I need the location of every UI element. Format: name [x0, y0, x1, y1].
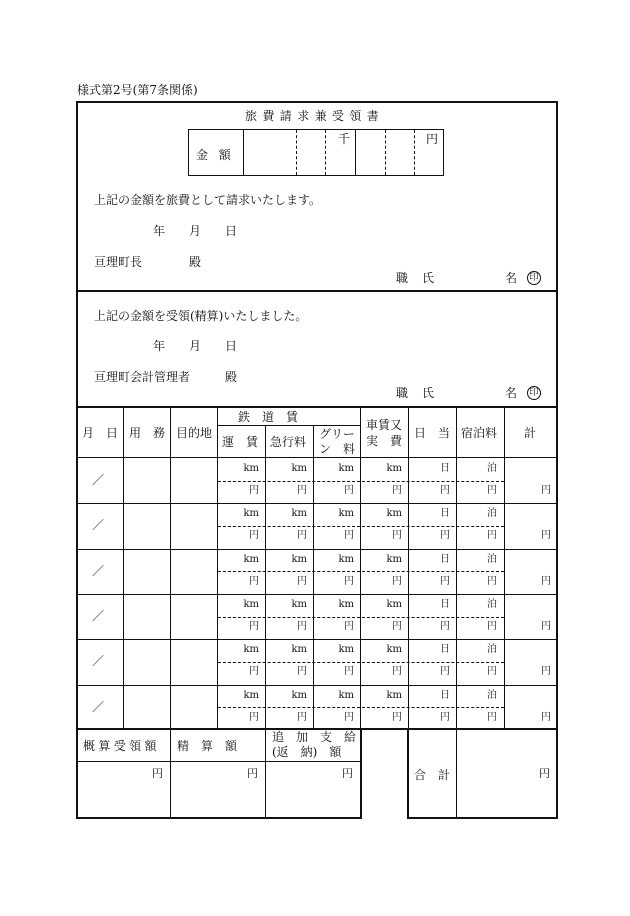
- row-unit-top: km: [243, 599, 259, 610]
- row-unit-bottom: 円: [249, 485, 259, 496]
- row-unit-bottom: 円: [249, 712, 259, 723]
- row-unit-bottom: 円: [541, 712, 551, 723]
- header-fare: 運 賃: [222, 435, 259, 449]
- row-unit-bottom: 円: [440, 621, 450, 632]
- row-date-separator: ／: [92, 473, 105, 487]
- receipt-date-year: 年: [153, 339, 166, 353]
- row-unit-top: 泊: [487, 463, 497, 474]
- row-unit-bottom: 円: [344, 666, 354, 677]
- request-addressee: 亘理町長: [94, 255, 143, 269]
- row-unit-top: 日: [440, 644, 450, 655]
- row-unit-top: 日: [440, 508, 450, 519]
- receipt-statement: 上記の金額を受領(精算)いたしました。: [94, 309, 308, 323]
- row-unit-top: km: [291, 599, 307, 610]
- settlement-yen: 円: [247, 767, 258, 780]
- document-title: 旅費請求兼受領書: [245, 109, 385, 123]
- row-divider: [77, 549, 557, 550]
- row-unit-bottom: 円: [344, 712, 354, 723]
- row-date-separator: ／: [92, 518, 105, 532]
- row-unit-bottom: 円: [392, 530, 402, 541]
- row-unit-top: km: [386, 690, 402, 701]
- row-mid-divider: [218, 481, 504, 482]
- grand-total-yen: 円: [539, 767, 550, 780]
- row-unit-bottom: 円: [344, 530, 354, 541]
- estimated-yen: 円: [152, 767, 163, 780]
- row-unit-top: 泊: [487, 554, 497, 565]
- request-signature-name-2: 名: [505, 271, 518, 285]
- row-unit-bottom: 円: [297, 530, 307, 541]
- row-unit-top: km: [243, 463, 259, 474]
- header-car-1: 車賃又: [366, 418, 403, 432]
- row-mid-divider: [218, 662, 504, 663]
- receipt-section: [76, 290, 558, 408]
- amount-unit-thousand: 千: [338, 132, 351, 146]
- row-unit-bottom: 円: [440, 666, 450, 677]
- row-unit-bottom: 円: [440, 485, 450, 496]
- row-unit-bottom: 円: [487, 666, 497, 677]
- row-unit-top: km: [386, 644, 402, 655]
- row-divider: [77, 503, 557, 504]
- row-unit-bottom: 円: [392, 485, 402, 496]
- request-honorific: 殿: [189, 255, 202, 269]
- row-date-separator: ／: [92, 654, 105, 668]
- row-unit-bottom: 円: [487, 712, 497, 723]
- row-unit-bottom: 円: [487, 485, 497, 496]
- row-unit-top: km: [291, 644, 307, 655]
- row-unit-top: km: [243, 554, 259, 565]
- request-statement: 上記の金額を旅費として請求いたします。: [94, 193, 322, 207]
- row-unit-bottom: 円: [297, 712, 307, 723]
- header-railway: 鉄 道 賃: [238, 410, 299, 424]
- row-mid-divider: [218, 617, 504, 618]
- row-unit-top: km: [243, 508, 259, 519]
- row-unit-bottom: 円: [249, 666, 259, 677]
- row-unit-top: km: [338, 463, 354, 474]
- row-unit-top: 泊: [487, 690, 497, 701]
- row-divider: [77, 594, 557, 595]
- row-unit-bottom: 円: [297, 666, 307, 677]
- row-unit-top: km: [386, 508, 402, 519]
- row-unit-bottom: 円: [487, 530, 497, 541]
- receipt-signature-name-2: 名: [505, 386, 518, 400]
- row-unit-top: 日: [440, 690, 450, 701]
- row-unit-bottom: 円: [392, 666, 402, 677]
- amount-unit-yen: 円: [426, 132, 439, 146]
- row-unit-top: km: [338, 690, 354, 701]
- row-unit-bottom: 円: [541, 576, 551, 587]
- additional-yen: 円: [342, 767, 353, 780]
- additional-label-2: (返 納) 額: [272, 745, 342, 759]
- receipt-honorific: 殿: [225, 370, 238, 384]
- form-number-label: 様式第2号(第7条関係): [77, 83, 198, 97]
- row-unit-bottom: 円: [487, 621, 497, 632]
- header-daily: 日 当: [414, 426, 451, 440]
- grand-total-label: 合 計: [414, 768, 451, 782]
- estimated-label: 概算受領額: [83, 739, 160, 753]
- receipt-addressee: 亘理町会計管理者: [94, 370, 191, 384]
- row-unit-top: km: [338, 599, 354, 610]
- header-lodging: 宿泊料: [461, 426, 498, 440]
- receipt-date-month: 月: [189, 339, 202, 353]
- row-mid-divider: [218, 571, 504, 572]
- row-unit-top: km: [386, 599, 402, 610]
- request-signature-name-1: 氏: [422, 271, 435, 285]
- row-unit-top: km: [386, 554, 402, 565]
- header-destination: 目的地: [176, 426, 213, 440]
- row-unit-bottom: 円: [392, 576, 402, 587]
- header-date: 月 日: [82, 426, 119, 440]
- row-unit-top: 日: [440, 599, 450, 610]
- settlement-label: 精 算 額: [177, 739, 238, 753]
- request-date-year: 年: [153, 224, 166, 238]
- row-unit-top: km: [243, 690, 259, 701]
- request-signature-title: 職: [396, 271, 409, 285]
- row-mid-divider: [218, 526, 504, 527]
- row-unit-bottom: 円: [487, 576, 497, 587]
- header-green-1: グリー: [319, 427, 356, 441]
- request-date-month: 月: [189, 224, 202, 238]
- row-unit-top: 日: [440, 463, 450, 474]
- amount-label: 金額: [196, 148, 242, 162]
- row-unit-bottom: 円: [392, 712, 402, 723]
- header-green-2: ン 料: [319, 442, 356, 456]
- receipt-seal-icon: 印: [527, 386, 541, 400]
- row-unit-top: km: [291, 690, 307, 701]
- row-date-separator: ／: [92, 564, 105, 578]
- header-business: 用 務: [129, 426, 166, 440]
- row-divider: [77, 639, 557, 640]
- request-seal-icon: 印: [527, 271, 541, 285]
- header-total: 計: [524, 426, 537, 440]
- request-date-day: 日: [225, 224, 238, 238]
- row-unit-bottom: 円: [392, 621, 402, 632]
- row-unit-bottom: 円: [249, 530, 259, 541]
- row-unit-bottom: 円: [541, 666, 551, 677]
- receipt-signature-title: 職: [396, 386, 409, 400]
- row-unit-top: 泊: [487, 599, 497, 610]
- row-divider: [77, 685, 557, 686]
- row-unit-top: 日: [440, 554, 450, 565]
- additional-label-1: 追 加 支 給: [272, 730, 357, 744]
- row-unit-bottom: 円: [344, 485, 354, 496]
- row-unit-top: km: [338, 644, 354, 655]
- header-car-2: 実 費: [366, 434, 403, 448]
- row-unit-bottom: 円: [541, 621, 551, 632]
- row-unit-bottom: 円: [344, 576, 354, 587]
- row-unit-top: km: [386, 463, 402, 474]
- receipt-date-day: 日: [225, 339, 238, 353]
- row-unit-top: km: [291, 463, 307, 474]
- row-unit-top: km: [291, 554, 307, 565]
- row-unit-top: 泊: [487, 644, 497, 655]
- row-unit-bottom: 円: [440, 712, 450, 723]
- row-date-separator: ／: [92, 700, 105, 714]
- row-unit-top: km: [243, 644, 259, 655]
- row-mid-divider: [218, 707, 504, 708]
- itinerary-table: [76, 406, 558, 730]
- row-unit-bottom: 円: [297, 621, 307, 632]
- row-unit-top: km: [291, 508, 307, 519]
- row-date-separator: ／: [92, 609, 105, 623]
- row-unit-bottom: 円: [440, 530, 450, 541]
- row-unit-top: 泊: [487, 508, 497, 519]
- receipt-signature-name-1: 氏: [422, 386, 435, 400]
- row-unit-bottom: 円: [541, 530, 551, 541]
- row-unit-bottom: 円: [249, 621, 259, 632]
- row-unit-bottom: 円: [541, 485, 551, 496]
- row-unit-bottom: 円: [297, 576, 307, 587]
- row-unit-bottom: 円: [297, 485, 307, 496]
- row-unit-bottom: 円: [249, 576, 259, 587]
- header-express: 急行料: [270, 435, 307, 449]
- row-unit-top: km: [338, 508, 354, 519]
- row-unit-top: km: [338, 554, 354, 565]
- row-unit-bottom: 円: [440, 576, 450, 587]
- row-unit-bottom: 円: [344, 621, 354, 632]
